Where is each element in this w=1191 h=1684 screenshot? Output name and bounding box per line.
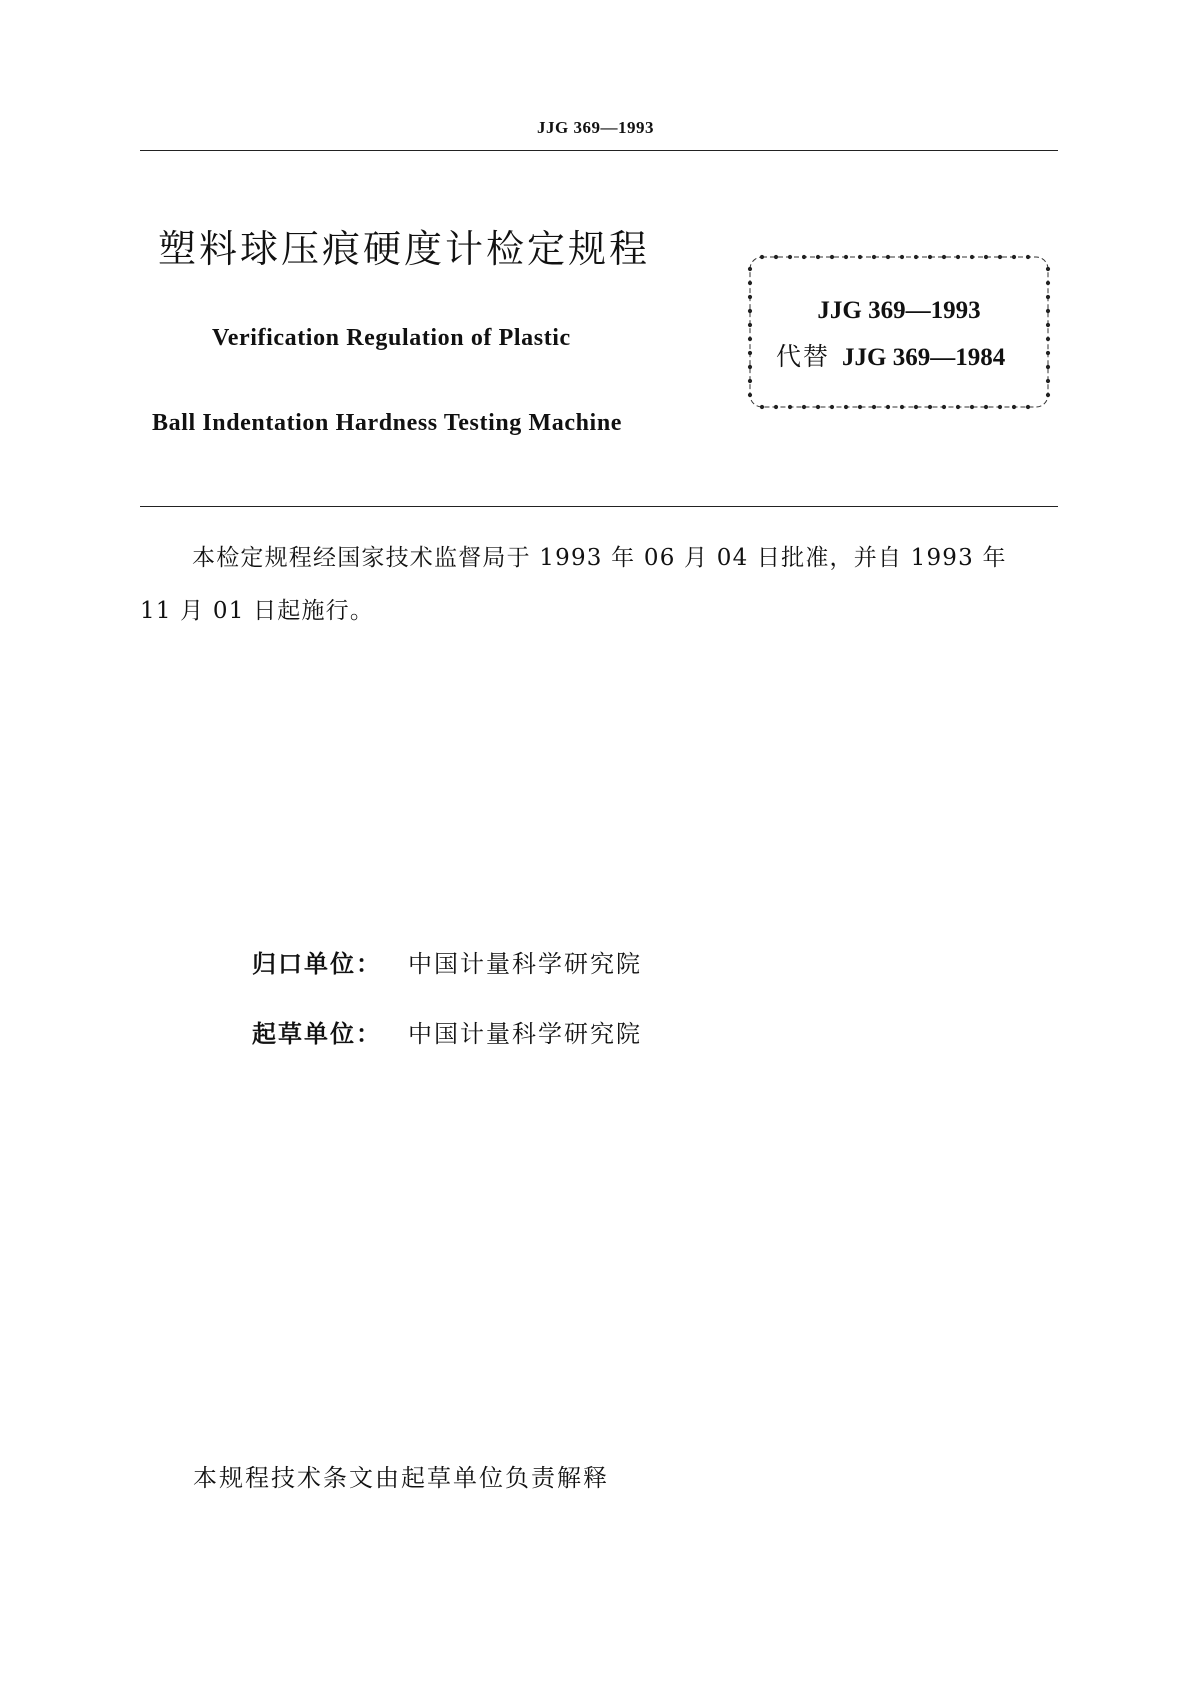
frame-bead — [998, 255, 1002, 259]
frame-bead — [830, 405, 834, 409]
frame-bead — [1026, 255, 1030, 259]
header-rule — [140, 150, 1058, 151]
frame-bead — [816, 405, 820, 409]
decorative-box-frame — [746, 253, 1052, 411]
frame-bead — [1012, 255, 1016, 259]
frame-bead — [816, 255, 820, 259]
frame-bead — [1046, 379, 1050, 383]
frame-bead — [1046, 393, 1050, 397]
frame-bead — [760, 255, 764, 259]
frame-bead — [748, 337, 752, 341]
title-english-line2: Ball Indentation Hardness Testing Machine — [152, 410, 623, 436]
approval-line1: 本检定规程经国家技术监督局于 1993 年 06 月 04 日批准，并自 1993 年 — [192, 545, 1007, 571]
frame-bead — [956, 405, 960, 409]
drafting-unit-row — [252, 1014, 642, 1049]
frame-bead — [844, 405, 848, 409]
frame-bead — [970, 255, 974, 259]
frame-bead — [830, 255, 834, 259]
frame-bead — [774, 255, 778, 259]
approval-paragraph — [140, 532, 1060, 638]
frame-bead — [760, 405, 764, 409]
frame-bead — [984, 405, 988, 409]
frame-bead — [928, 405, 932, 409]
frame-bead — [802, 255, 806, 259]
interpretation-note: 本规程技术条文由起草单位负责解释 — [193, 1464, 609, 1492]
frame-bead — [748, 379, 752, 383]
frame-bead — [900, 255, 904, 259]
frame-bead — [774, 405, 778, 409]
drafting-unit-label: 起草单位： — [252, 1020, 382, 1048]
frame-bead — [748, 393, 752, 397]
frame-bead — [1046, 267, 1050, 271]
frame-bead — [748, 365, 752, 369]
frame-bead — [1046, 365, 1050, 369]
frame-bead — [914, 405, 918, 409]
frame-bead — [942, 405, 946, 409]
replaces-code: JJG 369—1984 — [842, 344, 1006, 371]
frame-bead — [748, 267, 752, 271]
frame-bead — [998, 405, 1002, 409]
frame-bead — [886, 255, 890, 259]
frame-bead — [748, 351, 752, 355]
responsible-unit-label: 归口单位： — [252, 950, 382, 978]
section-rule — [140, 506, 1058, 507]
frame-bead — [900, 405, 904, 409]
frame-bead — [1012, 405, 1016, 409]
frame-bead — [858, 405, 862, 409]
frame-bead — [872, 255, 876, 259]
standard-code: JJG 369—1993 — [817, 297, 981, 324]
frame-bead — [984, 255, 988, 259]
title-chinese: 塑料球压痕硬度计检定规程 — [158, 227, 651, 271]
frame-bead — [886, 405, 890, 409]
replaces-line — [776, 337, 1005, 373]
frame-bead — [1046, 281, 1050, 285]
frame-bead — [956, 255, 960, 259]
frame-bead — [802, 405, 806, 409]
responsible-unit-row — [252, 944, 642, 979]
frame-bead — [970, 405, 974, 409]
frame-bead — [914, 255, 918, 259]
replaces-prefix: 代替 — [776, 342, 831, 371]
running-header-code: JJG 369—1993 — [537, 118, 654, 137]
frame-bead — [1026, 405, 1030, 409]
frame-bead — [844, 255, 848, 259]
frame-bead — [1046, 337, 1050, 341]
frame-bead — [928, 255, 932, 259]
approval-line2: 11 月 01 日起施行。 — [140, 598, 375, 624]
frame-bead — [858, 255, 862, 259]
title-english-line1: Verification Regulation of Plastic — [212, 325, 571, 351]
frame-bead — [942, 255, 946, 259]
responsible-unit-value: 中国计量科学研究院 — [408, 950, 642, 978]
drafting-unit-value: 中国计量科学研究院 — [408, 1020, 642, 1048]
standard-code-box — [746, 253, 1052, 411]
frame-bead — [748, 281, 752, 285]
frame-bead — [1046, 351, 1050, 355]
frame-bead — [872, 405, 876, 409]
frame-bead — [788, 405, 792, 409]
frame-bead — [788, 255, 792, 259]
